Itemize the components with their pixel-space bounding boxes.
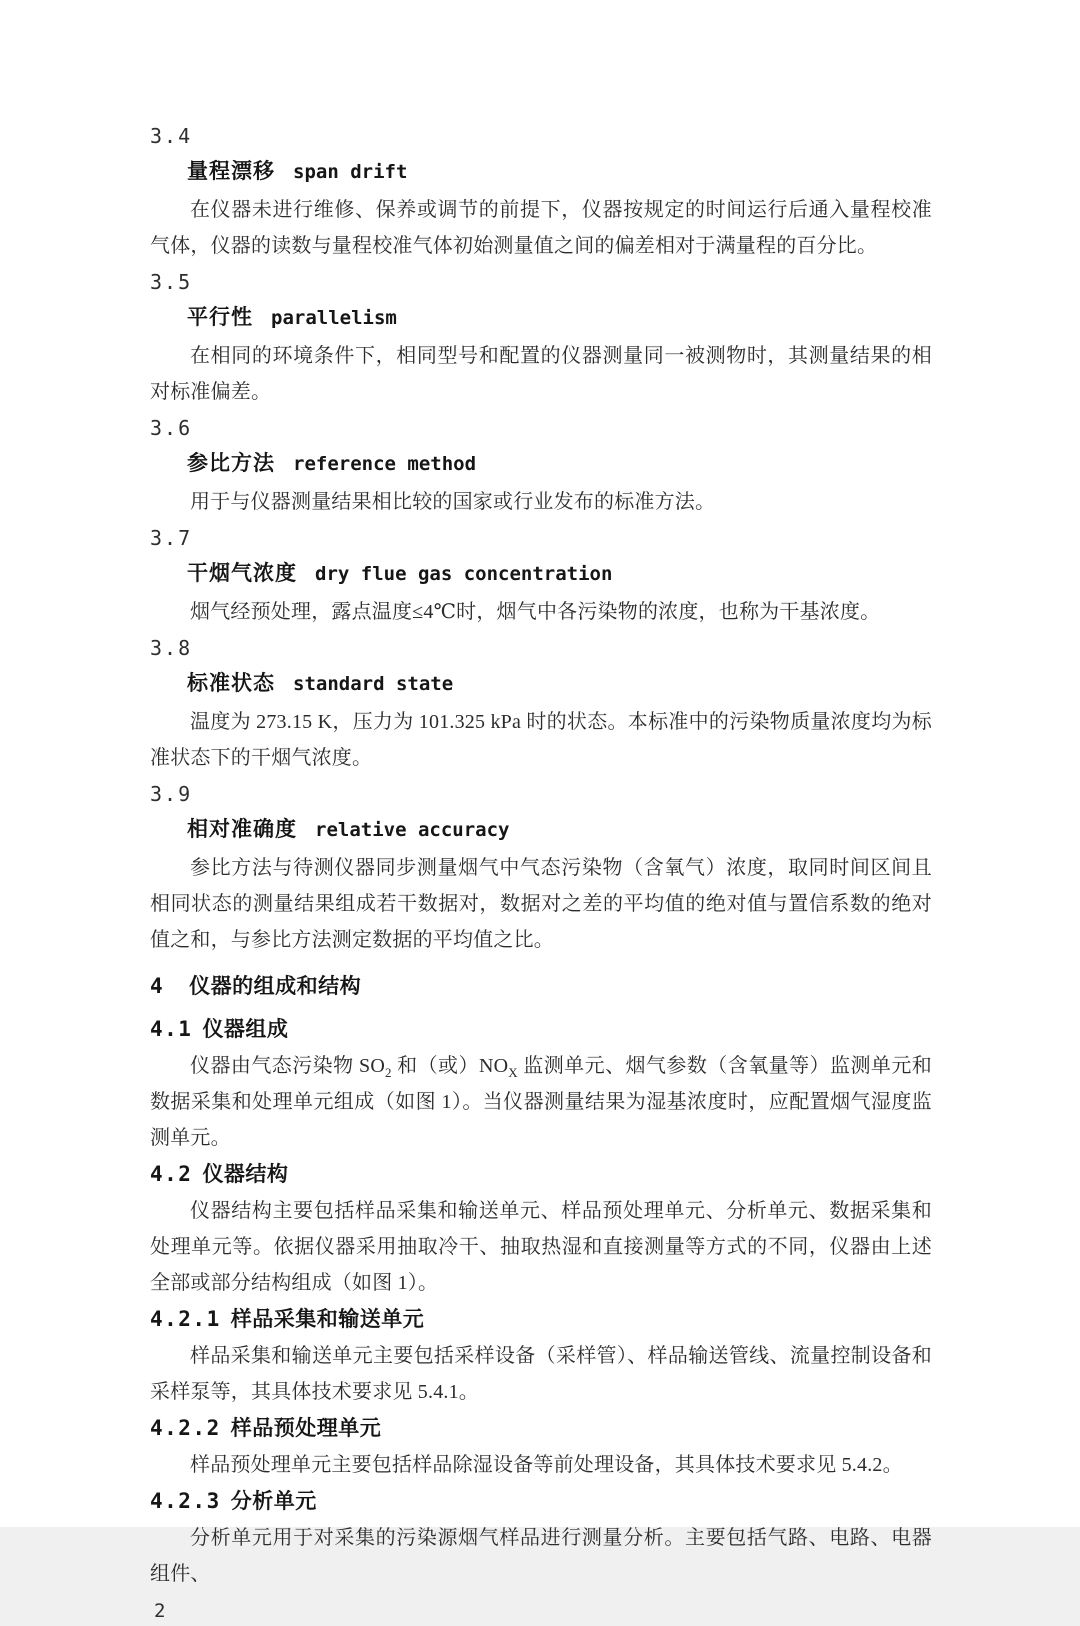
term-name-en: standard state xyxy=(293,673,454,695)
page-number: 2 xyxy=(154,1600,166,1622)
term-heading xyxy=(150,446,932,484)
page-content xyxy=(150,118,932,1626)
subsection-title: 样品预处理单元 xyxy=(230,1417,382,1440)
subsection-heading xyxy=(150,1301,932,1338)
subsection-heading xyxy=(150,1483,932,1520)
section-number: 3.4 xyxy=(150,124,193,148)
term-definition: 参比方法与待测仪器同步测量烟气中气态污染物（含氧气）浓度，取同时间区间且相同状态的测量结果组成若干数据对，数据对之差的平均值的绝对值与置信系数的绝对值之和，与参比方法测定数据的平均值之比。 xyxy=(150,857,932,951)
subsection-heading xyxy=(150,1156,932,1193)
section-number: 3.5 xyxy=(150,270,193,294)
term-definition: 用于与仪器测量结果相比较的国家或行业发布的标准方法。 xyxy=(190,491,716,513)
subsection-title: 分析单元 xyxy=(230,1490,317,1513)
section-number: 3.8 xyxy=(150,636,193,660)
text-segment: 仪器由气态污染物 SO xyxy=(190,1055,385,1077)
section-number: 3.6 xyxy=(150,416,193,440)
term-heading xyxy=(150,300,932,338)
paragraph: 分析单元用于对采集的污染源烟气样品进行测量分析。主要包括气路、电路、电器组件、 xyxy=(150,1527,932,1585)
term-definition: 烟气经预处理，露点温度≤4℃时，烟气中各污染物的浓度，也称为干基浓度。 xyxy=(190,601,881,623)
text-segment: 和（或）NO xyxy=(391,1055,509,1077)
subsection-number: 4.2.3 xyxy=(150,1489,221,1513)
term-heading xyxy=(150,812,932,850)
chapter-number: 4 xyxy=(150,974,164,998)
subsection-title: 仪器结构 xyxy=(202,1163,289,1186)
term-name-zh: 标准状态 xyxy=(187,672,275,695)
term-name-en: relative accuracy xyxy=(315,819,510,841)
text-segment: 监测单元、烟气参数（含氧量等）监测单元和数据采集和处理单元组成（如图 1）。当仪器测量结果为湿基浓度时，应配置烟气湿度监测单元。 xyxy=(150,1055,932,1149)
section-number: 3.7 xyxy=(150,526,193,550)
term-heading xyxy=(150,666,932,704)
term-name-en: dry flue gas concentration xyxy=(315,563,613,585)
term-name-en: span drift xyxy=(293,161,408,183)
term-definition: 在仪器未进行维修、保养或调节的前提下，仪器按规定的时间运行后通入量程校准气体，仪器的读数与量程校准气体初始测量值之间的偏差相对于满量程的百分比。 xyxy=(150,199,932,257)
subsection-number: 4.2.1 xyxy=(150,1307,221,1331)
term-name-zh: 相对准确度 xyxy=(187,818,297,841)
subsection-heading xyxy=(150,1410,932,1447)
paragraph: 样品预处理单元主要包括样品除湿设备等前处理设备，其具体技术要求见 5.4.2。 xyxy=(190,1454,903,1476)
term-definition: 在相同的环境条件下，相同型号和配置的仪器测量同一被测物时，其测量结果的相对标准偏差。 xyxy=(150,345,932,403)
chapter-heading xyxy=(150,968,932,1005)
term-heading xyxy=(150,556,932,594)
paragraph xyxy=(150,1048,932,1156)
subsection-number: 4.2 xyxy=(150,1162,193,1186)
paragraph: 仪器结构主要包括样品采集和输送单元、样品预处理单元、分析单元、数据采集和处理单元等。依据仪器采用抽取冷干、抽取热湿和直接测量等方式的不同，仪器由上述全部或部分结构组成（如图 1）。 xyxy=(150,1200,932,1294)
subsection-title: 样品采集和输送单元 xyxy=(230,1308,425,1331)
term-name-zh: 量程漂移 xyxy=(187,160,275,183)
subsection-number: 4.1 xyxy=(150,1017,193,1041)
subsection-number: 4.2.2 xyxy=(150,1416,221,1440)
term-name-en: parallelism xyxy=(271,307,397,329)
subsection-heading xyxy=(150,1011,932,1048)
chapter-title: 仪器的组成和结构 xyxy=(189,975,362,998)
term-heading xyxy=(150,154,932,192)
section-number: 3.9 xyxy=(150,782,193,806)
term-name-zh: 干烟气浓度 xyxy=(187,562,297,585)
subscript: X xyxy=(508,1065,518,1080)
paragraph: 样品采集和输送单元主要包括采样设备（采样管）、样品输送管线、流量控制设备和采样泵等，其具体技术要求见 5.4.1。 xyxy=(150,1345,932,1403)
term-name-zh: 平行性 xyxy=(187,306,253,329)
subsection-title: 仪器组成 xyxy=(202,1018,289,1041)
subscript: 2 xyxy=(385,1065,392,1080)
term-name-en: reference method xyxy=(293,453,477,475)
term-definition: 温度为 273.15 K，压力为 101.325 kPa 时的状态。本标准中的污染物质量浓度均为标准状态下的干烟气浓度。 xyxy=(150,711,932,769)
term-name-zh: 参比方法 xyxy=(187,452,275,475)
